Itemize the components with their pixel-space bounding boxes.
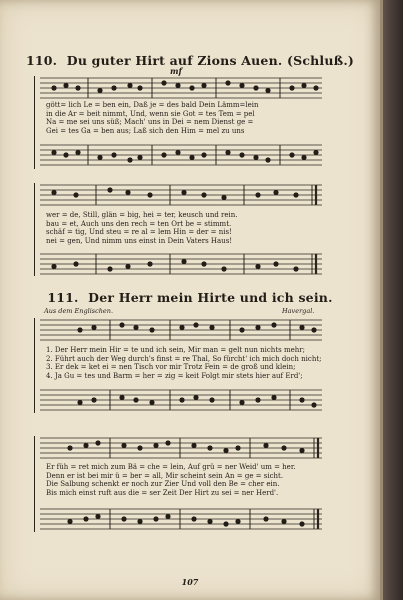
lyric-line: 4. Ja Gu = tes und Barm = her = zig = keit Folgt mir stets hier auf Erd'; [46, 371, 303, 380]
treble-staff [40, 436, 322, 462]
source-attribution: Aus dem Englischen. [44, 307, 114, 315]
lyric-line: wer = de, Still, glän = big, hei = ter, keusch und rein. [46, 211, 238, 219]
page-number: 107 [181, 577, 199, 587]
lyric-line: Na = me sei uns süß; Mach' uns in Dei = nem Dienst ge = [46, 118, 254, 127]
hymn-110-system-1-lyrics [46, 101, 326, 135]
lyric-line: Gei = tes Ga = ben aus; Laß sich den Him = mel zu uns [46, 126, 245, 135]
author-attribution: Havergal. [282, 307, 315, 315]
lyric-line: 1. Der Herr mein Hir = te und ich sein, Mir man = gelt nun nichts mehr; [46, 346, 305, 354]
treble-staff [40, 318, 322, 344]
hymn-110-title [0, 53, 380, 68]
lyric-line: 3. Er dek = ket ei = nen Tisch vor mir Trotz Fein = de groß und klein; [46, 363, 296, 372]
lyric-line: Bis mich einst ruft aus die = ser Zeit Der Hirt zu sei = ner Herd'. [46, 488, 279, 497]
hymn-111-system-2-lyrics [46, 463, 326, 497]
treble-staff [40, 76, 322, 102]
lyric-line: in die Ar = beit nimmt, Und, wenn sie Got = tes Tem = pel [46, 109, 255, 118]
hymn-110-number: 110. [25, 53, 58, 68]
treble-staff [40, 183, 322, 209]
lyric-line: gött= lich Le = ben ein, Daß je = des bald Dein Lämm=lein [46, 101, 259, 109]
lyric-line: schäf = tig, Und steu = re al = lem Hin = der = nis! [46, 228, 232, 237]
bass-staff [40, 252, 322, 278]
hymn-111-title [0, 290, 380, 305]
hymn-110-note: (Schluß.) [286, 53, 355, 68]
hymn-110-system-2-lyrics [46, 211, 326, 245]
lyric-line: bau = et, Auch uns den rech = ten Ort be = stimmt. [46, 219, 232, 228]
hymn-111-number: 111. [47, 290, 79, 305]
bass-staff [40, 143, 322, 169]
lyric-line: nei = gen, Und nimm uns einst in Dein Vaters Haus! [46, 236, 233, 245]
hymn-110-title-text: Du guter Hirt auf Zions Auen. [66, 53, 283, 68]
lyric-line: Denn er ist bei mir ü = ber = all, Mir scheint sein An = ge = sicht. [46, 471, 284, 480]
dynamic-marking: mf [170, 66, 182, 76]
book-spine [380, 0, 403, 600]
bass-staff [40, 388, 322, 414]
lyric-line: Die Salbung schenkt er noch zur Zier Und voll den Be = cher ein. [46, 480, 280, 489]
lyric-line: 2. Führt auch der Weg durch's finst = re Thal, So fürcht' ich mich doch nicht; [46, 354, 322, 363]
bass-staff [40, 507, 322, 533]
lyric-line: Er füh = ret mich zum Bä = che = lein, Auf grü = ner Weid' um = her. [46, 463, 296, 471]
hymn-111-title-text: Der Herr mein Hirte und ich sein. [88, 290, 333, 305]
hymn-111-system-1-lyrics [46, 346, 326, 380]
